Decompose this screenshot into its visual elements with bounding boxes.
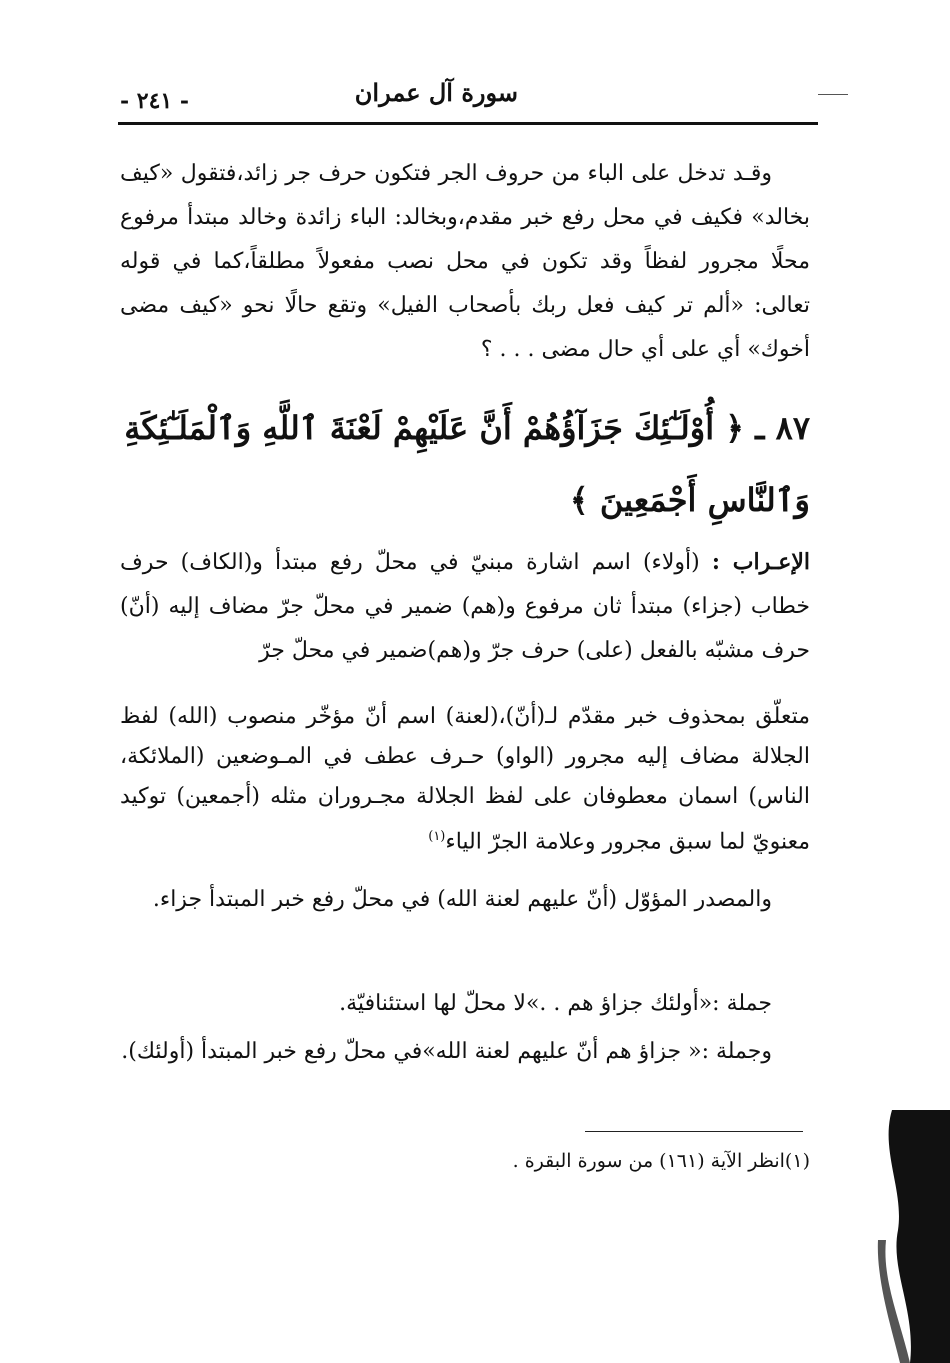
footnote: (١)انظر الآية (١٦١) من سورة البقرة . xyxy=(512,1150,810,1172)
margin-mark xyxy=(818,94,848,95)
footnote-rule xyxy=(585,1131,803,1132)
sentence-note-2: وجملة :« جزاؤ هم أنّ عليهم لعنة الله»في محلّ رفع خبر المبتدأ (أولئك). xyxy=(121,1039,772,1064)
masdar-paragraph: والمصدر المؤوّل (أنّ عليهم لعنة الله) في محلّ رفع خبر المبتدأ جزاء. xyxy=(152,887,772,912)
verse-number: ٨٧ ـ xyxy=(755,409,810,447)
irab-paragraph xyxy=(120,540,810,673)
page-header xyxy=(118,70,818,124)
footnote-marker: (١) xyxy=(428,829,446,844)
scan-edge-shadow xyxy=(870,1110,950,1363)
paragraph-kayfa-usage: وقـد تدخل على الباء من حروف الجر فتكون حرف جر زائد،فتقول «كيف بخالد» فكيف في محل رفع خبر مقدم،وبخالد: الباء زائدة وخالد مبتدأ مرفوع محلًا مجرور لفظاً وقد تكون في محل نصب مفعولاً مطلقاً،كما في قوله تعالى: «ألم تر كيف فعل ربك بأصحاب الفيل» وتقع حالًا نحو «كيف مضى أخوك» أي على أي حال مضى . . . ؟ xyxy=(120,161,810,362)
header-rule xyxy=(118,122,818,125)
irab-continuation xyxy=(120,697,810,862)
page-number: - ٢٤١ - xyxy=(120,88,190,114)
irab-label: الإعـراب : xyxy=(711,549,810,575)
verse-text: ﴿ أُوْلَـٰٓئِكَ جَزَآؤُهُمْ أَنَّ عَلَيْهِمْ لَعْنَةَ ٱللَّهِ وَٱلْمَلَـٰٓئِكَةِ وَٱلنَّاسِ أَجْمَعِينَ ﴾ xyxy=(124,409,810,519)
irab-text: (أولاء) اسم اشارة مبنيّ في محلّ رفع مبتدأ و(الكاف) حرف خطاب (جزاء) مبتدأ ثان مرفوع و(هم) ضمير في محلّ جرّ مضاف إليه (أنّ) حرف مشبّه بالفعل (على) حرف جرّ و(هم)ضمير في محلّ جرّ xyxy=(120,550,810,663)
sentence-note-1: جملة :«أولئك جزاؤ هم . .»لا محلّ لها استئنافيّة. xyxy=(339,991,772,1016)
irab-continuation-text: متعلّق بمحذوف خبر مقدّم لـ(أنّ)،(لعنة) اسم أنّ مؤخّر منصوب (الله) لفظ الجلالة مضاف إليه مجرور (الواو) حـرف عطف في المـوضعين (الملائكة، الناس) اسمان معطوفان على لفظ الجلالة مجـروران مثله (أجمعين) توكيد معنويّ لما سبق مجرور وعلامة الجرّ الياء xyxy=(120,704,810,855)
quran-verse xyxy=(110,392,810,536)
surah-title: سورة آل عمران xyxy=(354,78,518,107)
